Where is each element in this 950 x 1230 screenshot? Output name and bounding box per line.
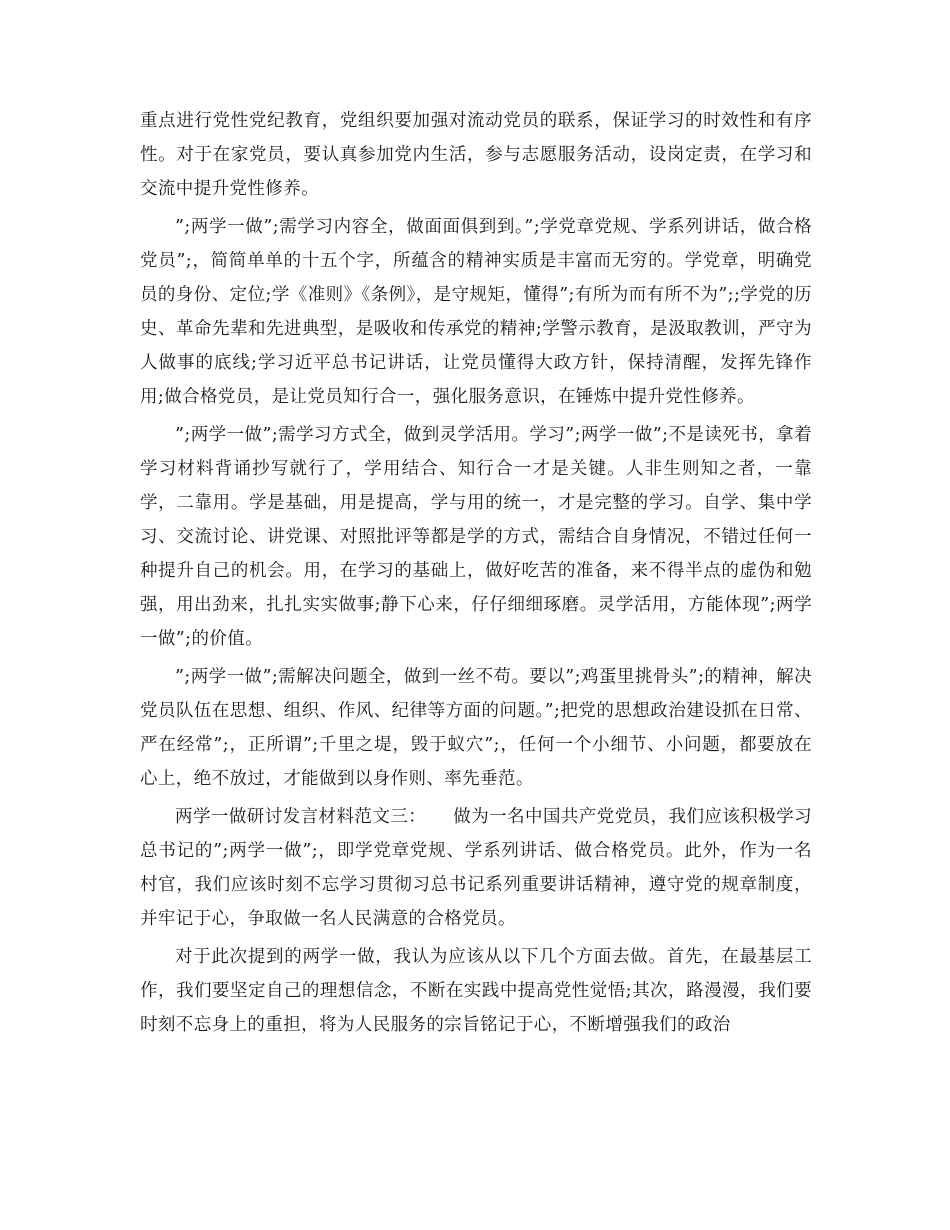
paragraph-1: 重点进行党性党纪教育，党组织要加强对流动党员的联系，保证学习的时效性和有序性。对于在家党员，要认真参加党内生活，参与志愿服务活动，设岗定责，在学习和交流中提升党性修养。 [140,111,812,199]
document-body [140,104,812,1046]
paragraph-6: 对于此次提到的两学一做，我认为应该从以下几个方面去做。首先，在最基层工作，我们要坚定自己的理想信念，不断在实践中提高党性觉悟;其次，路漫漫，我们要时刻不忘身上的重担，将为人民服务的宗旨铭记于心，不断增强我们的政治 [140,947,812,1035]
paragraph-3: ”;两学一做”;需学习方式全，做到灵学活用。学习”;两学一做”;不是读死书，拿着学习材料背诵抄写就行了，学用结合、知行合一才是关键。人非生则知之者，一靠学，二靠用。学是基础，用是提高，学与用的统一，才是完整的学习。自学、集中学习、交流讨论、讲党课、对照批评等都是学的方式，需结合自身情况，不错过任何一种提升自己的机会。用，在学习的基础上，做好吃苦的准备，来不得半点的虚伪和勉强，用出劲来，扎扎实实做事;静下心来，仔仔细细琢磨。灵学活用，方能体现”;两学一做”;的价值。 [140,425,812,649]
paragraph-5: 两学一做研讨发言材料范文三： 做为一名中国共产党党员，我们应该积极学习总书记的”;两学一做”;，即学党章党规、学系列讲话、做合格党员。此外，作为一名村官，我们应该时刻不忘学习贯彻习总书记系列重要讲话精神，遵守党的规章制度，并牢记于心，争取做一名人民满意的合格党员。 [140,807,812,929]
paragraph-2: ”;两学一做”;需学习内容全，做面面俱到到。”;学党章党规、学系列讲话，做合格党员”;，简简单单的十五个字，所蕴含的精神实质是丰富而无穷的。学党章，明确党员的身份、定位;学《准则》《条例》，是守规矩，懂得”;有所为而有所不为”;;学党的历史、革命先辈和先进典型，是吸收和传承党的精神;学警示教育，是汲取教训，严守为人做事的底线;学习近平总书记讲话，让党员懂得大政方针，保持清醒，发挥先锋作用;做合格党员，是让党员知行合一，强化服务意识，在锤炼中提升党性修养。 [140,217,812,407]
paragraph-4: ”;两学一做”;需解决问题全，做到一丝不苟。要以”;鸡蛋里挑骨头”;的精神，解决党员队伍在思想、组织、作风、纪律等方面的问题。”;把党的思想政治建设抓在日常、严在经常”;，正所谓”;千里之堤，毁于蚁穴”;，任何一个小细节、小问题，都要放在心上，绝不放过，才能做到以身作则、率先垂范。 [140,667,812,789]
